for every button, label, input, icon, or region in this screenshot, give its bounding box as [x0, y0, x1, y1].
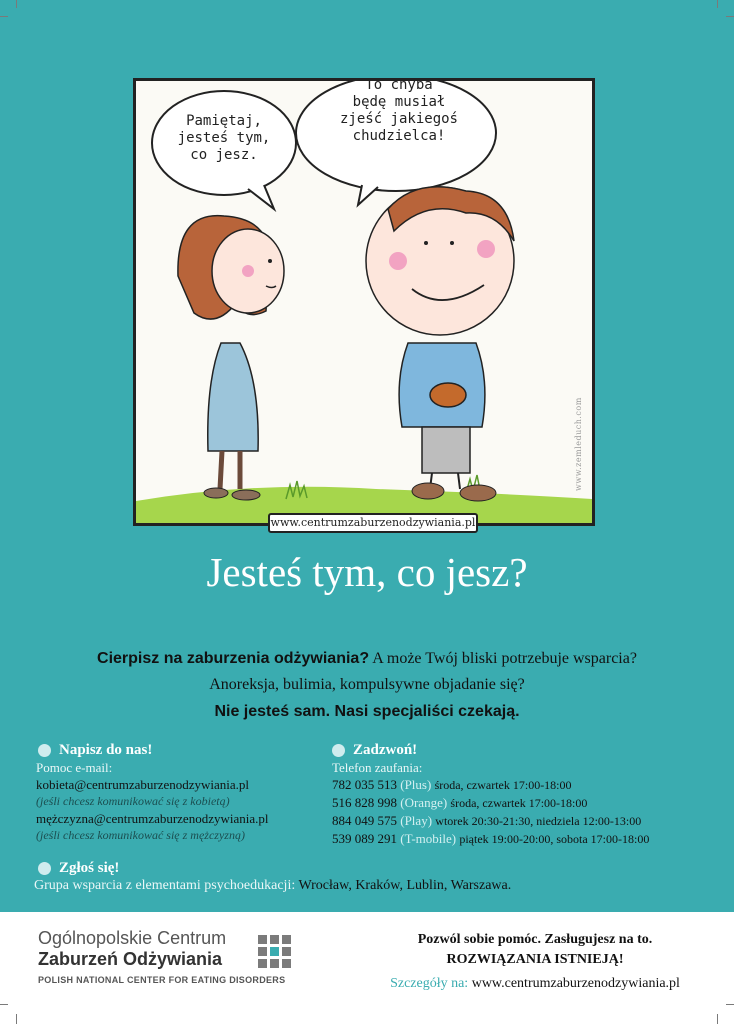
comic-illustration	[133, 78, 595, 526]
phone-row[interactable]	[332, 830, 649, 848]
footer-slogan	[360, 930, 710, 992]
intro-line-3-bold: Nie jesteś sam. Nasi specjaliści czekają.	[214, 703, 520, 720]
crop-mark	[726, 16, 734, 17]
burger	[430, 383, 466, 407]
report-title-text: Zgłoś się!	[59, 860, 120, 876]
girl-figure	[178, 216, 284, 500]
slogan-line-1: Pozwól sobie pomóc. Zasługujesz na to.	[417, 932, 653, 947]
phone-network: (Play)	[400, 813, 433, 828]
phone-hours: wtorek 20:30-21:30, niedziela 12:00-13:00	[435, 814, 642, 828]
email-male-link[interactable]: mężczyzna@centrumzaburzenodzywiania.pl	[36, 811, 269, 826]
support-group-label: Grupa wsparcia z elementami psychoedukacji:	[34, 878, 296, 893]
phone-number[interactable]: 782 035 513	[332, 777, 397, 792]
speech-text-right: To chyba będę musiał zjeść jakiegoś chudzielca!	[339, 77, 458, 144]
phone-network: (Orange)	[400, 795, 448, 810]
intro-question-rest: A może Twój bliski potrzebuje wsparcia?	[369, 650, 637, 667]
phone-number[interactable]: 539 089 291	[332, 831, 397, 846]
phone-hours: środa, czwartek 17:00-18:00	[434, 778, 572, 792]
speech-bubble-tail	[248, 185, 274, 209]
slogan-line-2: ROZWIĄZANIA ISTNIEJĄ!	[446, 952, 624, 967]
crop-mark	[0, 1004, 8, 1005]
write-section	[38, 742, 269, 844]
call-section	[332, 742, 649, 848]
support-group-line	[34, 878, 511, 894]
intro-line-3	[0, 703, 734, 721]
logo-grid-icon	[258, 935, 292, 969]
intro-question-bold: Cierpisz na zaburzenia odżywiania?	[97, 650, 370, 667]
logo-line-1: Ogólnopolskie Centrum	[38, 928, 227, 948]
phone-row[interactable]	[332, 794, 649, 812]
details-url-link[interactable]: www.centrumzaburzenodzywiania.pl	[468, 976, 680, 991]
email-female-note: (jeśli chcesz komunikować się z kobietą)	[36, 794, 230, 808]
phone-network: (T-mobile)	[400, 831, 457, 846]
intro-line-2: Anoreksja, bulimia, kompulsywne objadanie się?	[209, 676, 525, 693]
intro-line-1	[0, 650, 734, 668]
phone-row[interactable]	[332, 776, 649, 794]
organization-logo[interactable]	[38, 928, 285, 985]
comic-url-tag[interactable]: www.centrumzaburzenodzywiania.pl	[268, 513, 478, 533]
phone-hours: środa, czwartek 17:00-18:00	[450, 796, 588, 810]
write-title	[38, 742, 269, 759]
crop-mark	[726, 1004, 734, 1005]
crop-mark	[16, 1014, 17, 1024]
crop-mark	[717, 1014, 718, 1024]
write-title-text: Napisz do nas!	[59, 742, 153, 758]
crop-mark	[16, 0, 17, 8]
email-female-link[interactable]: kobieta@centrumzaburzenodzywiania.pl	[36, 777, 250, 792]
headline: Jesteś tym, co jesz?	[206, 549, 528, 595]
write-label: Pomoc e-mail:	[36, 760, 113, 775]
support-group-cities: Wrocław, Kraków, Lublin, Warszawa.	[295, 878, 512, 893]
phone-network: (Plus)	[400, 777, 432, 792]
illustrator-credit: www.zemleduch.com	[574, 397, 583, 491]
call-title-text: Zadzwoń!	[353, 742, 418, 758]
logo-line-2: Zaburzeń Odżywiania	[38, 949, 223, 969]
crop-mark	[717, 0, 718, 8]
phone-number[interactable]: 884 049 575	[332, 813, 397, 828]
speech-text-left: Pamiętaj, jesteś tym, co jesz.	[177, 113, 271, 163]
logo-line-3: POLISH NATIONAL CENTER FOR EATING DISORDERS	[38, 975, 286, 985]
crop-mark	[0, 16, 8, 17]
phone-number[interactable]: 516 828 998	[332, 795, 397, 810]
details-label: Szczegóły na:	[390, 976, 469, 991]
bullet-dot-icon	[38, 862, 51, 875]
details-line	[360, 976, 710, 992]
bullet-dot-icon	[38, 744, 51, 757]
report-section	[38, 860, 119, 877]
speech-bubble-tail	[358, 185, 378, 205]
phone-hours: piątek 19:00-20:00, sobota 17:00-18:00	[459, 832, 650, 846]
call-title	[332, 742, 649, 759]
bullet-dot-icon	[332, 744, 345, 757]
boy-figure	[366, 187, 514, 501]
call-label: Telefon zaufania:	[332, 760, 423, 775]
phone-row[interactable]	[332, 812, 649, 830]
report-title	[38, 860, 119, 877]
email-male-note: (jeśli chcesz komunikować się z mężczyzną)	[36, 828, 245, 842]
